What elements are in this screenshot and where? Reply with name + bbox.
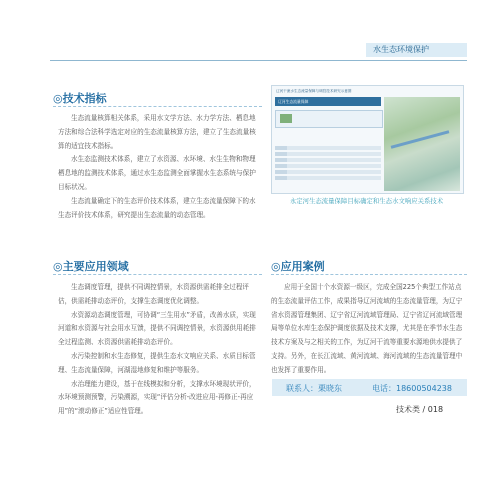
application-paragraph: 生态调度管理，提供不同调控情景，水资源供需耗排全过程评估，供需耗排动态评价，支撑生态调度优化调整。: [58, 283, 250, 305]
application-heading-rule: [53, 274, 262, 275]
figure-banner: [275, 97, 381, 106]
figure-banner-label: 辽河生态流量保障: [278, 99, 309, 104]
tech-paragraph: 水生态监测技术体系，建立了水资源、水环境、水生生物和物理栖息地的监测技术体系，通过水生态监测全面掌握水生态系统与保护目标状况。: [58, 155, 256, 191]
section-title: 水生态环境保护: [373, 45, 429, 54]
figure-image: [271, 85, 464, 194]
cases-heading-rule: [271, 274, 467, 275]
application-paragraph: 水资源动态调度管理，可协调“三生用水”矛盾，改善水质，实现河道和水资源与社会用水互馈，提供不同调控情景，水资源供用耗排全过程监测、水资源供需耗排动态评价。: [58, 310, 256, 347]
application-body: [58, 281, 262, 419]
figure-photo: [280, 114, 292, 123]
contact-person: 联系人：栗晓东: [286, 384, 342, 393]
page-footer: 技术类 / 018: [396, 405, 444, 414]
contact-phone: 电话：18600504238: [372, 384, 452, 393]
tech-heading: ◎技术指标: [53, 92, 107, 105]
figure-table: [275, 146, 381, 191]
cases-paragraph: 应用于全国十个水资源一级区，完成全国225个典型工作站点的生态流量评估工作，成果指导辽河流域的生态流量管理，为辽宁省水资源管理集团、辽宁省辽河流域管理局、辽宁省辽河流域管理局等单位水库生态保护调度依据及技术支撑，尤其是在季节水生态技术方案及与之相关的工作，为辽河干流等重要水源地供水提供了支持。另外，在长江流域、黄河流域、海河流域的生态流量管理中也发挥了重要作用。: [271, 283, 463, 374]
figure-title: 辽河干流水生态流量保障与调控技术研究示意图: [276, 89, 352, 93]
figure-caption: 永定河生态流量保障目标确定和生态水文响应关系技术: [289, 197, 444, 205]
application-heading: ◎主要应用领域: [53, 260, 129, 273]
section-header-band: [366, 43, 467, 57]
application-paragraph: 水治理能力建设，基于在线模拟和分析，支撑水环境现状评价，水环境预测预警，污染溯源，实现“评估分析-改进应用-再修正-再应用”的“滚动修正”适应性管理。: [58, 379, 256, 416]
tech-body: [58, 112, 262, 222]
tech-paragraph: 生态流量确定下的生态评价技术体系，建立生态流量保障下的水生态评价技术体系，研究提出生态流量的动态管理。: [58, 196, 256, 219]
cases-heading: ◎应用案例: [271, 260, 325, 273]
tech-heading-rule: [53, 106, 262, 107]
cases-body: [271, 281, 466, 378]
contact-band: [272, 379, 467, 396]
application-paragraph: 水污染控制和水生态修复，提供生态水文响应关系、水质目标管理、生态流量保障，河湖湿地修复和维护等服务。: [58, 351, 256, 374]
tech-paragraph: 生态流量核算相关体系，采用水文学方法、水力学方法、栖息地方法和综合法科学选定对应的生态流量核算方法，建立了生态流量核算的适宜技术指标。: [58, 114, 256, 150]
header-rule: [50, 60, 467, 61]
